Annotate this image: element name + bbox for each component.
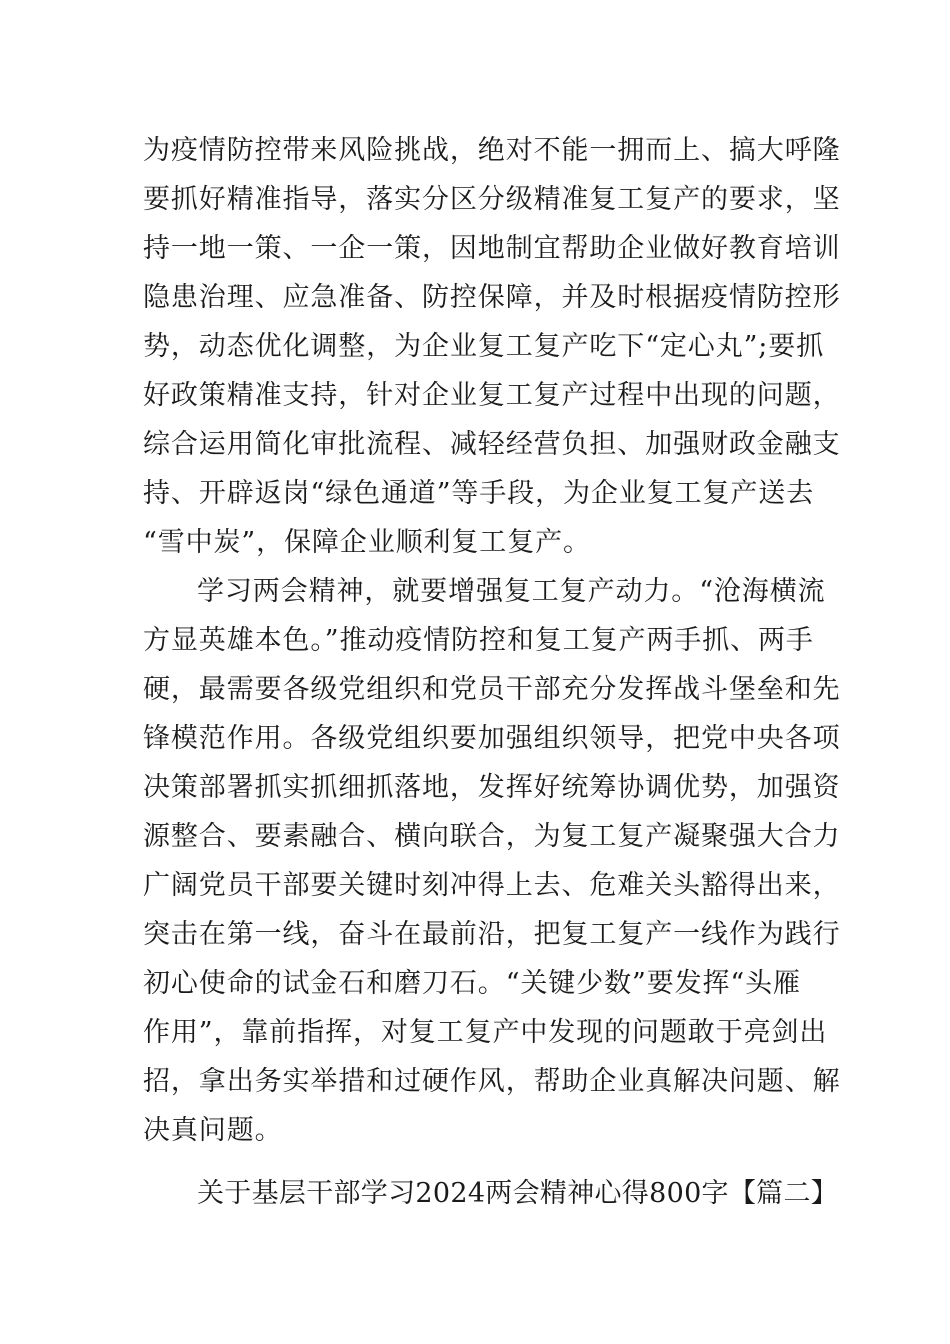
paragraph-line: 招，拿出务实举措和过硬作风，帮助企业真解决问题、解: [143, 1066, 841, 1097]
document-body: [0, 126, 950, 1218]
paragraph-line: 综合运用简化审批流程、减轻经营负担、加强财政金融支: [143, 429, 841, 460]
paragraph-line: 作用”，靠前指挥，对复工复产中发现的问题敢于亮剑出: [143, 1017, 828, 1048]
paragraph-line: 决真问题。: [143, 1115, 283, 1146]
paragraph-line: 持一地一策、一企一策，因地制宜帮助企业做好教育培训: [143, 233, 841, 264]
paragraph-line: 持、开辟返岗“绿色通道”等手段，为企业复工复产送去: [143, 478, 815, 509]
paragraph-1: [0, 126, 950, 567]
paragraph-line: “雪中炭”，保障企业顺利复工复产。: [143, 527, 591, 558]
section-heading: 关于基层干部学习2024两会精神心得800字【篇二】: [197, 1178, 839, 1209]
paragraph-line: 好政策精准支持，针对企业复工复产过程中出现的问题，: [143, 380, 841, 411]
paragraph-line: 突击在第一线，奋斗在最前沿，把复工复产一线作为践行: [143, 919, 841, 950]
paragraph-line: 锋模范作用。各级党组织要加强组织领导，把党中央各项: [143, 723, 841, 754]
paragraph-line: 学习两会精神，就要增强复工复产动力。“沧海横流: [197, 576, 826, 607]
paragraph-line: 决策部署抓实抓细抓落地，发挥好统筹协调优势，加强资: [143, 772, 841, 803]
paragraph-line: 隐患治理、应急准备、防控保障，并及时根据疫情防控形: [143, 282, 841, 313]
paragraph-line: 硬，最需要各级党组织和党员干部充分发挥战斗堡垒和先: [143, 674, 841, 705]
paragraph-line: 源整合、要素融合、横向联合，为复工复产凝聚强大合力: [143, 821, 841, 852]
paragraph-line: 广阔党员干部要关键时刻冲得上去、危难关头豁得出来，: [143, 870, 841, 901]
paragraph-line: 方显英雄本色。”推动疫情防控和复工复产两手抓、两手: [143, 625, 814, 656]
paragraph-line: 初心使命的试金石和磨刀石。“关键少数”要发挥“头雁: [143, 968, 801, 999]
paragraph-line: 为疫情防控带来风险挑战，绝对不能一拥而上、搞大呼隆: [143, 135, 841, 166]
paragraph-line: 势，动态优化调整，为企业复工复产吃下“定心丸”;要抓: [143, 331, 825, 362]
paragraph-2: [0, 567, 950, 1155]
paragraph-line: 要抓好精准指导，落实分区分级精准复工复产的要求，坚: [143, 184, 841, 215]
